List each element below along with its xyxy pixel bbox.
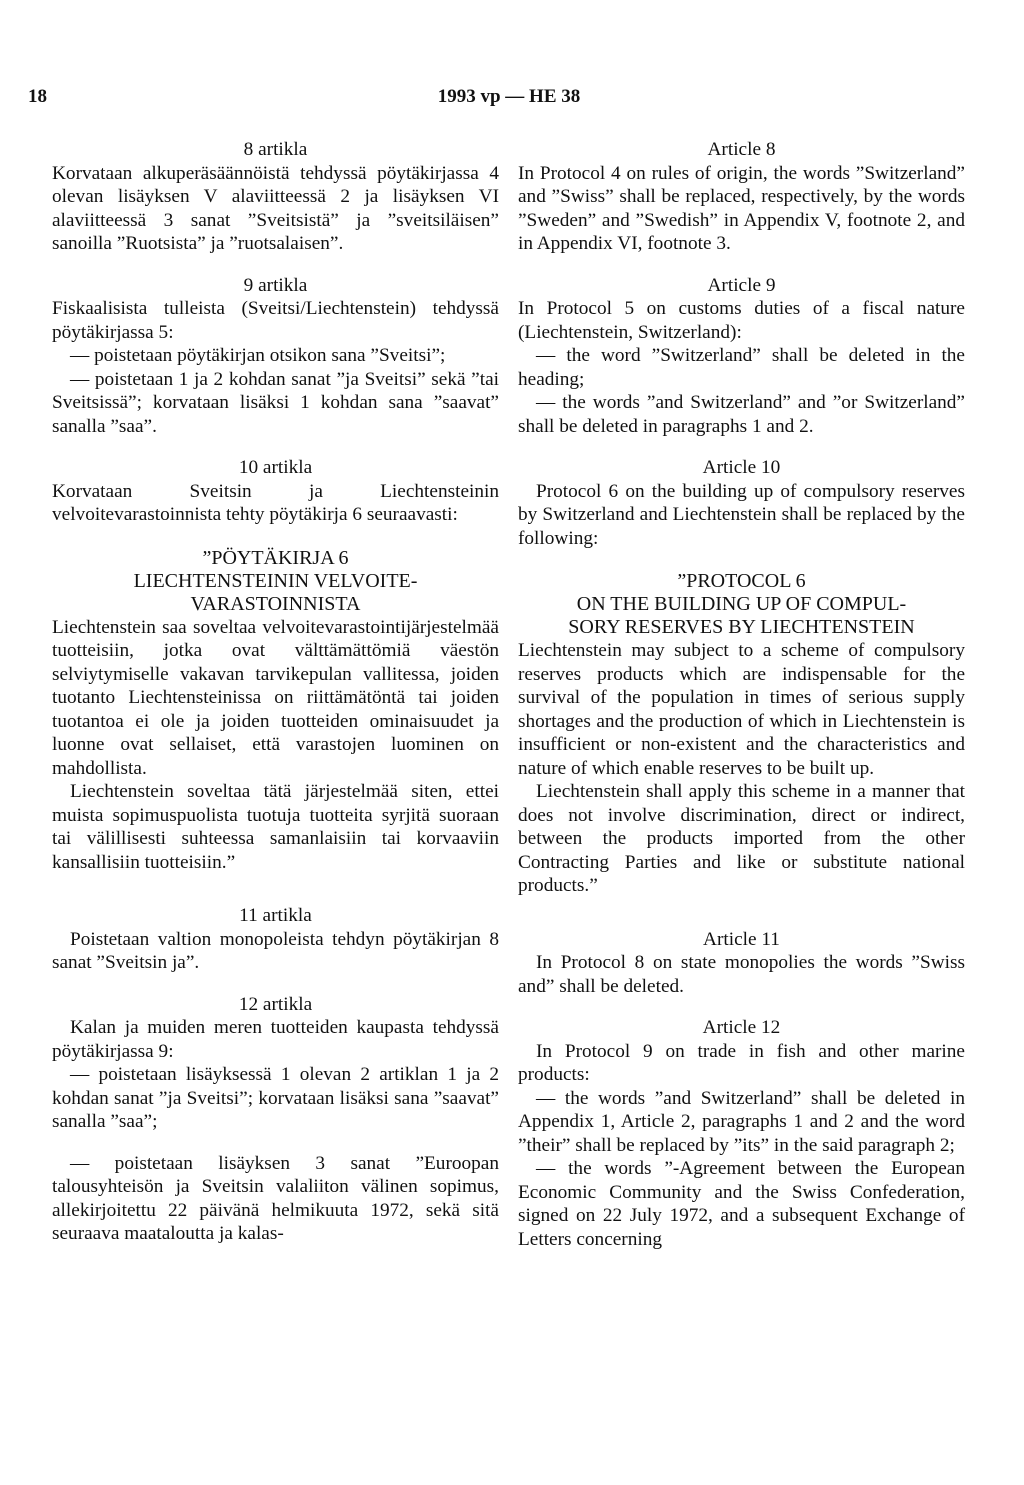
finnish-column [52,138,499,1264]
protocol-paragraph: Liechtenstein may subject to a scheme of compulsory reserves products which are indispensable for the survival of the population in times of serious supply shortages and the production of which in Liechtenstein is insufficient or non-existent and the characteristics and nature of which enable reserves to be built up. [518,640,965,779]
article-heading: Article 10 [702,457,781,478]
article-heading: 10 artikla [238,457,313,478]
list-item: — the words ”and Switzerland” shall be deleted in Appendix 1, Article 2, paragraphs 1 and 2 and the word ”their” shall be replaced by ”its” in the said paragraph 2; [518,1087,965,1156]
article-8-fi [52,138,499,256]
list-item: — poistetaan 1 ja 2 kohdan sanat ”ja Sveitsi” sekä ”tai Sveitsissä”; korvataan lisäksi 1 kohdan sana ”saavat” sanalla ”saa”. [52,368,499,437]
article-12-en [518,1016,965,1251]
article-9-fi [52,274,499,439]
page-header [28,86,990,112]
article-11-en [518,928,965,999]
article-heading: 11 artikla [239,905,312,926]
article-text: Poistetaan valtion monopoleista tehdyn pöytäkirjan 8 sanat ”Sveitsin ja”. [52,928,499,973]
article-text: In Protocol 5 on customs duties of a fiscal nature (Liechtenstein, Switzerland): [518,298,965,343]
list-item: — the words ”and Switzerland” and ”or Switzerland” shall be deleted in paragraphs 1 and 2. [518,392,965,437]
list-item: — the words ”-Agreement between the European Economic Community and the Swiss Confederation, signed on 22 July 1972, and a subsequent Exchange of Letters concerning [518,1158,965,1250]
protocol-title: ON THE BUILDING UP OF COMPUL- [576,593,907,615]
article-10-en [518,456,965,550]
protocol-title: VARASTOINNISTA [190,592,361,615]
english-column [518,138,965,1269]
article-heading: Article 11 [703,928,780,950]
article-heading: Article 8 [707,139,776,160]
article-8-en [518,138,965,256]
protocol-paragraph: Liechtenstein shall apply this scheme in a manner that does not involve discrimination, direct or indirect, between the products imported from the other Contracting Parties and like or substitute national products.” [518,781,965,896]
article-12-fi [52,993,499,1246]
protocol-paragraph: Liechtenstein soveltaa tätä järjestelmää siten, ettei muista sopimuspuolista tuotuja tuotteita syrjitä suoraan tai välillisesti suhteessa samanlaisiin tai korvaaviin kansallisiin tuotteisiin.” [52,781,499,873]
article-text: Fiskaalisista tulleista (Sveitsi/Liechtenstein) tehdyssä pöytäkirjassa 5: [52,298,499,343]
article-heading: Article 9 [707,274,776,296]
article-text: Protocol 6 on the building up of compulsory reserves by Switzerland and Liechtenstein shall be replaced by the following: [518,480,965,549]
article-text: In Protocol 4 on rules of origin, the words ”Switzerland” and ”Swiss” shall be replaced, respectively, by the words ”Sweden” and ”Swedish” in Appendix V, footnote 2, and in Appendix VI, footnote 3. [518,162,965,254]
protocol-title: LIECHTENSTEININ VELVOITE- [133,569,418,592]
protocol-paragraph: Liechtenstein saa soveltaa velvoitevarastointijärjestelmää tuotteisiin, jotka ovat välttämättömiä väestön selviytymiselle vakavan tarvikepulan vallitessa, joiden tuotanto Liechtensteinissa on riittämätöntä tai joiden tuotantoa ei ole ja joiden tuotteiden ominaisuudet ja luonne ovat sellaiset, että varastojen luominen on mahdollista. [52,616,499,779]
list-item: — poistetaan pöytäkirjan otsikon sana ”Sveitsi”; [70,345,446,366]
protocol-title: SORY RESERVES BY LIECHTENSTEIN [568,616,915,638]
list-item: — poistetaan lisäyksen 3 sanat ”Euroopan talousyhteisön ja Sveitsin valaliiton välinen sopimus, allekirjoitettu 22 päivänä helmikuuta 1972, sekä sitä seuraava maataloutta ja kalas- [52,1152,499,1244]
running-head: 1993 vp — HE 38 [437,86,581,107]
protocol-6-en [518,570,965,898]
article-text: Korvataan Sveitsin ja Liechtensteinin velvoitevarastoinnista tehty pöytäkirja 6 seuraavasti: [52,480,499,525]
article-heading: Article 12 [702,1017,781,1038]
article-heading: 8 artikla [243,139,308,160]
article-heading: 12 artikla [238,993,313,1015]
article-heading: 9 artikla [243,274,308,296]
article-text: Korvataan alkuperäsäännöistä tehdyssä pöytäkirjassa 4 olevan lisäyksen V alaviitteessä 2 ja lisäyksen VI alaviitteessä 3 sanat ”Sveitsistä” ja ”sveitsiläisen” sanoilla ”Ruotsista” ja ”ruotsalaisen”. [52,162,499,254]
list-item: — poistetaan lisäyksessä 1 olevan 2 artiklan 1 ja 2 kohdan sanat ”ja Sveitsi”; korvataan lisäksi sana ”saavat” sanalla ”saa”; [52,1064,499,1132]
list-item: — the word ”Switzerland” shall be deleted in the heading; [518,345,965,390]
article-9-en [518,274,965,439]
protocol-title: ”PÖYTÄKIRJA 6 [202,546,349,569]
protocol-title: ”PROTOCOL 6 [677,570,806,592]
article-10-fi [52,456,499,527]
page-number: 18 [28,86,47,107]
article-text: In Protocol 8 on state monopolies the words ”Swiss and” shall be deleted. [518,952,965,997]
article-text: In Protocol 9 on trade in fish and other marine products: [518,1040,965,1085]
article-11-fi [52,904,499,975]
article-text: Kalan ja muiden meren tuotteiden kaupasta tehdyssä pöytäkirjassa 9: [52,1017,499,1062]
protocol-6-fi [52,547,499,875]
